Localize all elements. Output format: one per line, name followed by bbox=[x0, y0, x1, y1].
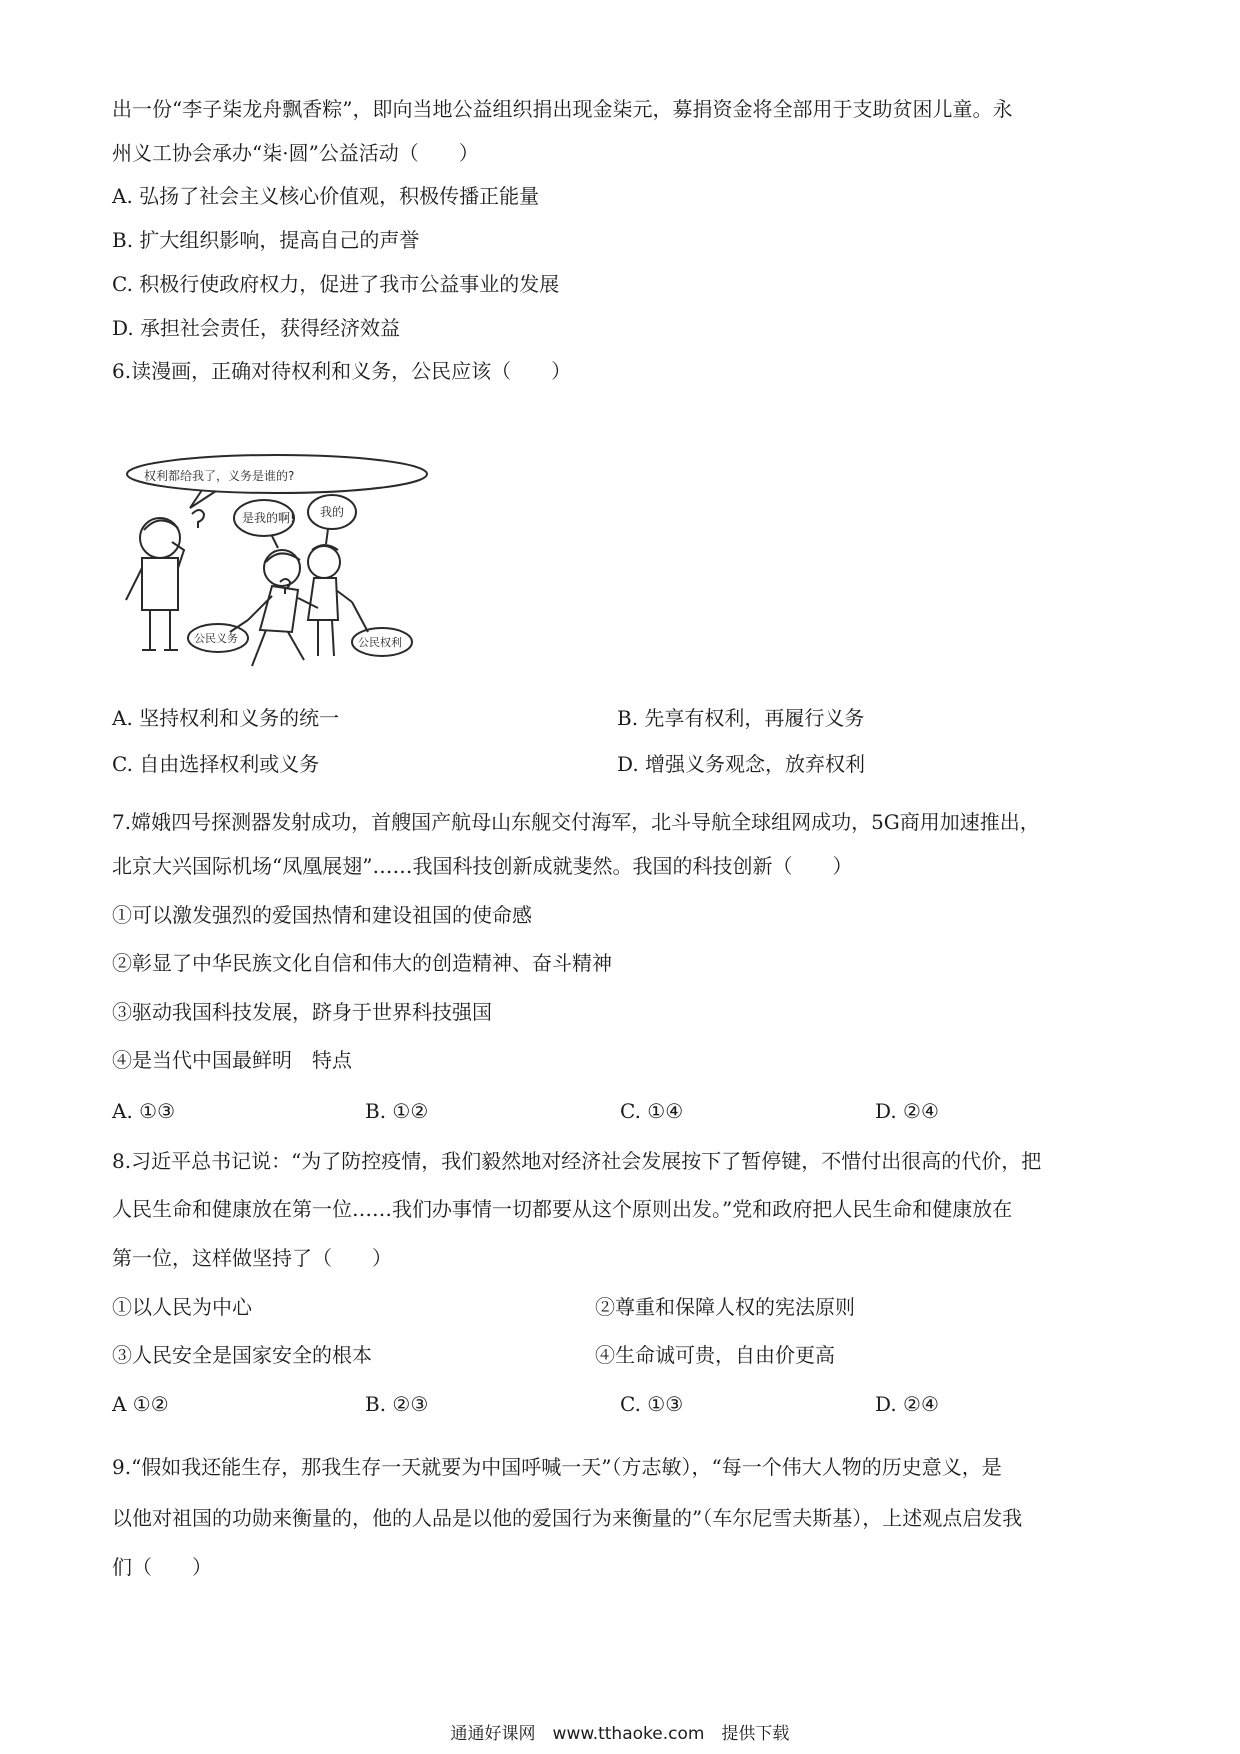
q7-option-a: A. ①③ bbox=[112, 1099, 176, 1123]
q8-stem-line1: 8.习近平总书记说：“为了防控疫情，我们毅然地对经济社会发展按下了暂停键，不惜付出很高的代价，把 bbox=[112, 1149, 1042, 1173]
q8-statement-2: ②尊重和保障人权的宪法原则 bbox=[595, 1295, 855, 1319]
q5-stem-line2: 州义工协会承办“柒·圆”公益活动（ ） bbox=[112, 141, 479, 165]
q7-statement-4: ④是当代中国最鲜明 特点 bbox=[112, 1048, 352, 1072]
page-footer: 通通好课网 www.tthaoke.com 提供下载 bbox=[450, 1724, 790, 1744]
q6-option-c: C. 自由选择权利或义务 bbox=[112, 752, 320, 776]
q6-option-b: B. 先享有权利，再履行义务 bbox=[617, 706, 865, 730]
q5-option-c: C. 积极行使政府权力，促进了我市公益事业的发展 bbox=[112, 272, 560, 296]
q7-stem-line1: 7.嫦娥四号探测器发射成功，首艘国产航母山东舰交付海军，北斗导航全球组网成功，5G商用加速推出， bbox=[112, 810, 1040, 834]
q7-statement-3: ③驱动我国科技发展，跻身于世界科技强国 bbox=[112, 1000, 492, 1024]
q5-option-b: B. 扩大组织影响，提高自己的声誉 bbox=[112, 228, 420, 252]
q8-stem-line2: 人民生命和健康放在第一位……我们办事情一切都要从这个原则出发。”党和政府把人民生命和健康放在 bbox=[112, 1197, 1013, 1221]
q7-statement-2: ②彰显了中华民族文化自信和伟大的创造精神、奋斗精神 bbox=[112, 951, 612, 975]
q7-stem-line2: 北京大兴国际机场“凤凰展翅”……我国科技创新成就斐然。我国的科技创新（ ） bbox=[112, 854, 853, 878]
q8-statement-4: ④生命诚可贵，自由价更高 bbox=[595, 1343, 835, 1367]
q6-option-d: D. 增强义务观念，放弃权利 bbox=[617, 752, 866, 776]
q8-statement-3: ③人民安全是国家安全的根本 bbox=[112, 1343, 372, 1367]
q5-stem-line1: 出一份“李子柒龙舟飘香粽”，即向当地公益组织捐出现金柒元，募捐资金将全部用于支助贫困儿童。永 bbox=[112, 97, 1013, 121]
q7-option-b: B. ①② bbox=[365, 1099, 429, 1123]
q6-option-a: A. 坚持权利和义务的统一 bbox=[112, 706, 340, 730]
q8-stem-line3: 第一位，这样做坚持了（ ） bbox=[112, 1246, 392, 1270]
cartoon-tag-duty: 公民义务 bbox=[194, 632, 238, 645]
q5-option-a: A. 弘扬了社会主义核心价值观，积极传播正能量 bbox=[112, 184, 540, 208]
q9-stem-line2: 以他对祖国的功勋来衡量的，他的人品是以他的爱国行为来衡量的”（车尔尼雪夫斯基），上述观点启发我 bbox=[112, 1506, 1023, 1530]
cartoon-bubble-right: 我的 bbox=[320, 505, 345, 519]
q8-option-b: B. ②③ bbox=[365, 1392, 429, 1416]
q9-stem-line1: 9.“假如我还能生存，那我生存一天就要为中国呼喊一天”（方志敏），“每一个伟大人物的历史意义，是 bbox=[112, 1455, 1002, 1479]
rights-duties-cartoon bbox=[112, 450, 438, 682]
q8-option-a: A ①② bbox=[112, 1392, 169, 1416]
q7-option-d: D. ②④ bbox=[875, 1099, 939, 1123]
q5-option-d: D. 承担社会责任，获得经济效益 bbox=[112, 316, 401, 340]
cartoon-speech-main: 权利都给我了，义务是谁的? bbox=[144, 469, 295, 483]
q7-option-c: C. ①④ bbox=[620, 1099, 684, 1123]
q8-option-d: D. ②④ bbox=[875, 1392, 939, 1416]
q8-statement-1: ①以人民为中心 bbox=[112, 1295, 252, 1319]
q9-stem-line3: 们（ ） bbox=[112, 1555, 212, 1579]
q7-statement-1: ①可以激发强烈的爱国热情和建设祖国的使命感 bbox=[112, 903, 532, 927]
cartoon-bubble-left: 是我的啊! bbox=[242, 511, 295, 525]
q6-stem: 6.读漫画，正确对待权利和义务，公民应该（ ） bbox=[112, 359, 572, 383]
q8-option-c: C. ①③ bbox=[620, 1392, 684, 1416]
cartoon-tag-right: 公民权利 bbox=[358, 636, 402, 649]
